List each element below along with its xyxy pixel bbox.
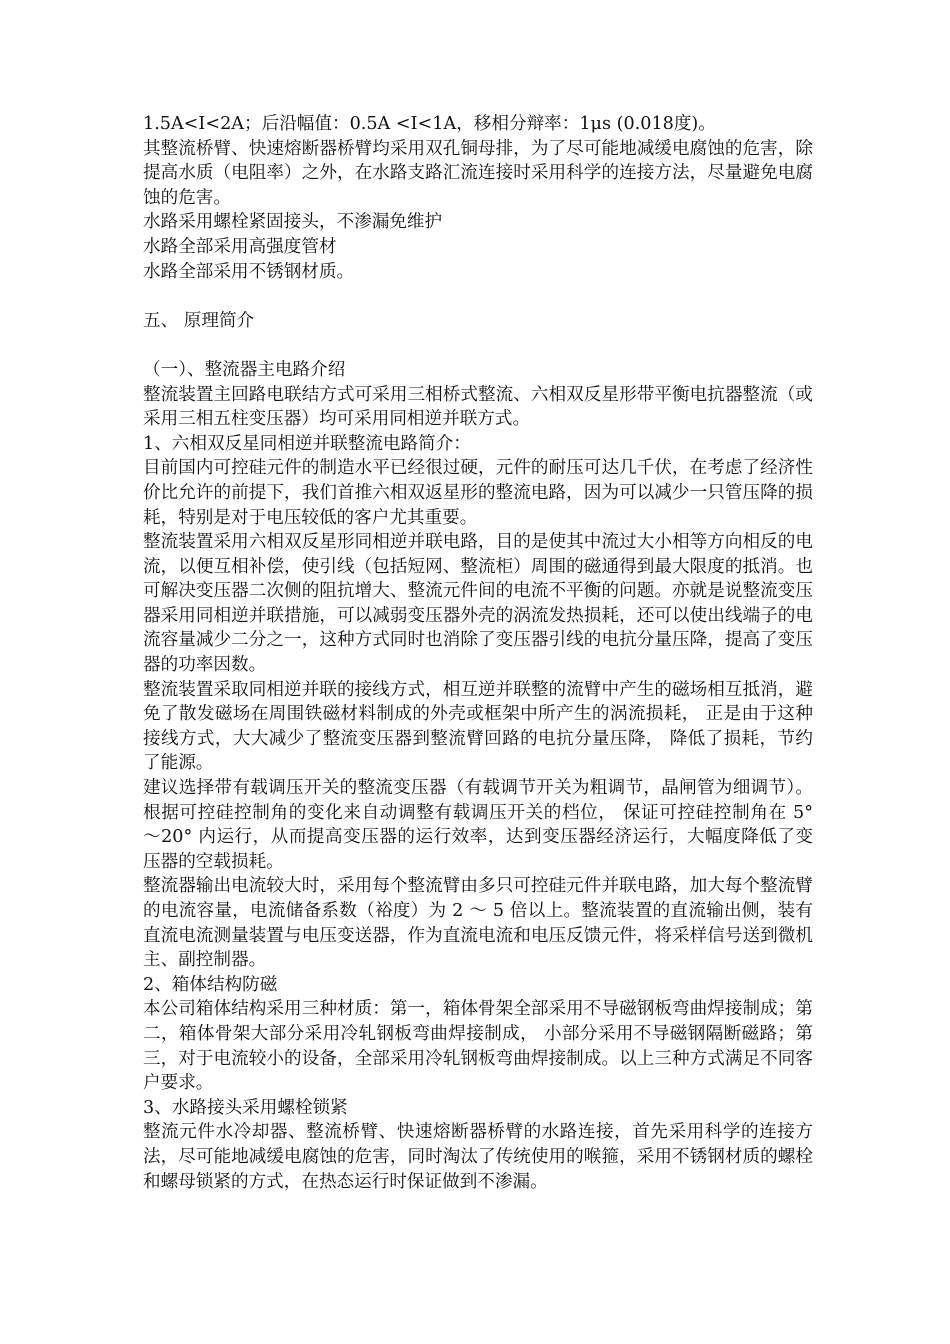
paragraph-cabinet-material: 本公司箱体结构采用三种材质：第一，箱体骨架全部采用不导磁钢板弯曲焊接制成；第二，箱体骨架大部分采用冷轧钢板弯曲焊接制成， 小部分采用不导磁钢隔断磁路；第三，对于电流较小的设备，全部采用冷轧钢板弯曲焊接制成。以上三种方式满足不同客户要求。	[143, 999, 813, 1094]
paragraph-high-strength-pipe: 水路全部采用高强度管材	[143, 236, 337, 257]
item-title-water-joint: 3、水路接头采用螺栓锁紧	[143, 1097, 348, 1118]
paragraph-copper-busbar: 其整流桥臂、快速熔断器桥臂均采用双孔铜母排，为了尽可能地减缓电腐蚀的危害，除提高水质（电阻率）之外，在水路支路汇流连接时采用科学的连接方法，尽量避免电腐蚀的危害。	[143, 138, 813, 208]
paragraph-output-current: 整流器输出电流较大时，采用每个整流臂由多只可控硅元件并联电路，加大每个整流臂的电流容量，电流储备系数（裕度）为 2 ～ 5 倍以上。整流装置的直流输出侧，装有直流电流测量装置与电压变送器，作为直流电流和电压反馈元件，将采样信号送到微机主、副控制器。	[143, 876, 813, 971]
document-page	[143, 112, 813, 1194]
paragraph-stainless-steel: 水路全部采用不锈钢材质。	[143, 261, 355, 282]
item-title-six-phase: 1、六相双反星同相逆并联整流电路简介：	[143, 433, 471, 454]
paragraph-magnetic-cancel: 整流装置采取同相逆并联的接线方式，相互逆并联整的流臂中产生的磁场相互抵消，避免了散发磁场在周围铁磁材料制成的外壳或框架中所产生的涡流损耗， 正是由于这种接线方式，大大减少了整流变压器到整流臂回路的电抗分量压降， 降低了损耗，节约了能源。	[143, 679, 813, 774]
paragraph-water-connection: 整流元件水冷却器、整流桥臂、快速熔断器桥臂的水路连接，首先采用科学的连接方法，尽可能地减缓电腐蚀的危害，同时淘汰了传统使用的喉箍，采用不锈钢材质的螺栓和螺母锁紧的方式，在热态运行时保证做到不渗漏。	[143, 1122, 813, 1192]
paragraph-domestic-level: 目前国内可控硅元件的制造水平已经很过硬，元件的耐压可达几千伏，在考虑了经济性价比允许的前提下，我们首推六相双返星形的整流电路，因为可以减少一只管压降的损耗，特别是对于电压较低的客户尤其重要。	[143, 458, 813, 528]
section-title-principle: 五、 原理简介	[143, 310, 255, 331]
paragraph-anti-parallel: 整流装置采用六相双反星形同相逆并联电路，目的是使其中流过大小相等方向相反的电流，以便互相补偿，使引线（包括短网、整流柜）周围的磁通得到最大限度的抵消。也可解决变压器二次侧的阻抗增大、整流元件间的电流不平衡的问题。亦就是说整流变压器采用同相逆并联措施，可以减弱变压器外壳的涡流发热损耗，还可以使出线端子的电流容量减少二分之一，这种方式同时也消除了变压器引线的电抗分量压降，提高了变压器的功率因数。	[143, 532, 813, 676]
paragraph-pulse-spec: 1.5A<I<2A；后沿幅值：0.5A <I<1A，移相分辩率：1μs (0.018度)。	[143, 114, 716, 134]
subsection-title-main-circuit: （一）、整流器主电路介绍	[143, 359, 346, 380]
paragraph-onload-tap: 建议选择带有载调压开关的整流变压器（有载调节开关为粗调节，晶闸管为细调节）。根据可控硅控制角的变化来自动调整有载调压开关的档位， 保证可控硅控制角在 5° ～20° 内运行，从而提高变压器的运行效率，达到变压器经济运行，大幅度降低了变压器的空载损耗。	[143, 778, 813, 872]
blank-line	[143, 333, 813, 358]
blank-line	[143, 284, 813, 309]
item-title-cabinet: 2、箱体结构防磁	[143, 974, 278, 995]
paragraph-bolt-joint: 水路采用螺栓紧固接头，不渗漏免维护	[143, 212, 443, 233]
paragraph-main-circuit: 整流装置主回路电联结方式可采用三相桥式整流、六相双反星形带平衡电抗器整流（或采用三相五柱变压器）均可采用同相逆并联方式。	[143, 384, 813, 430]
